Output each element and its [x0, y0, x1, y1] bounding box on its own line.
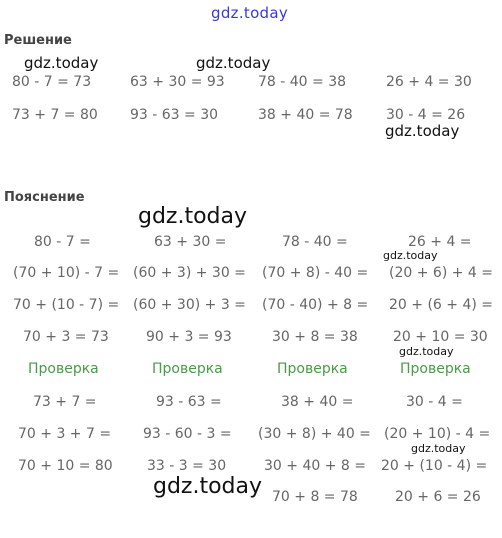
check-equation: 30 + 40 + 8 =: [264, 458, 366, 474]
watermark: gdz.today: [385, 122, 460, 140]
solution-equation: 30 - 4 = 26: [386, 107, 466, 123]
watermark: gdz.today: [411, 442, 466, 455]
watermark: gdz.today: [196, 54, 271, 72]
explanation-equation: (70 + 8) - 40 =: [262, 265, 369, 281]
explanation-equation: 78 - 40 =: [282, 234, 348, 250]
explanation-equation: (60 + 30) + 3 =: [133, 297, 246, 313]
watermark: gdz.today: [383, 249, 438, 262]
explanation-equation: 90 + 3 = 93: [146, 329, 232, 345]
solution-equation: 80 - 7 = 73: [12, 74, 92, 90]
solution-heading: Решение: [4, 33, 72, 48]
watermark-top: gdz.today: [211, 4, 289, 22]
check-equation: 70 + 8 = 78: [272, 489, 358, 505]
explanation-equation: (70 + 10) - 7 =: [13, 265, 120, 281]
explanation-equation: 30 + 8 = 38: [272, 329, 358, 345]
check-equation: 73 + 7 =: [33, 394, 97, 410]
check-equation: 70 + 10 = 80: [18, 458, 113, 474]
check-equation: 93 - 63 =: [156, 394, 222, 410]
watermark: gdz.today: [138, 204, 248, 229]
watermark: gdz.today: [153, 474, 263, 499]
check-equation: (30 + 8) + 40 =: [258, 426, 371, 442]
check-equation: 38 + 40 =: [281, 394, 354, 410]
check-label: Проверка: [28, 361, 99, 377]
explanation-equation: 70 + 3 = 73: [23, 329, 109, 345]
explanation-equation: 20 + 10 = 30: [393, 329, 488, 345]
check-equation: 70 + 3 + 7 =: [18, 426, 112, 442]
solution-equation: 63 + 30 = 93: [130, 74, 225, 90]
check-equation: 33 - 3 = 30: [147, 458, 227, 474]
check-label: Проверка: [152, 361, 223, 377]
solution-equation: 38 + 40 = 78: [258, 107, 353, 123]
check-equation: 93 - 60 - 3 =: [143, 426, 232, 442]
check-label: Проверка: [400, 361, 471, 377]
check-equation: 30 - 4 =: [406, 394, 463, 410]
check-equation: 20 + (10 - 4) =: [381, 458, 488, 474]
explanation-heading: Пояснение: [4, 190, 85, 205]
explanation-equation: (60 + 3) + 30 =: [133, 265, 246, 281]
check-label: Проверка: [277, 361, 348, 377]
watermark: gdz.today: [24, 54, 99, 72]
explanation-equation: 26 + 4 =: [408, 234, 472, 250]
check-equation: (20 + 10) - 4 =: [384, 426, 491, 442]
explanation-equation: (20 + 6) + 4 =: [389, 265, 493, 281]
explanation-equation: (70 - 40) + 8 =: [262, 297, 369, 313]
solution-equation: 78 - 40 = 38: [258, 74, 347, 90]
watermark: gdz.today: [399, 345, 454, 358]
explanation-equation: 70 + (10 - 7) =: [13, 297, 120, 313]
explanation-equation: 80 - 7 =: [34, 234, 91, 250]
solution-equation: 93 - 63 = 30: [130, 107, 219, 123]
explanation-equation: 63 + 30 =: [154, 234, 227, 250]
explanation-equation: 20 + (6 + 4) =: [389, 297, 493, 313]
solution-equation: 73 + 7 = 80: [12, 107, 98, 123]
solution-equation: 26 + 4 = 30: [386, 74, 472, 90]
check-equation: 20 + 6 = 26: [395, 489, 481, 505]
